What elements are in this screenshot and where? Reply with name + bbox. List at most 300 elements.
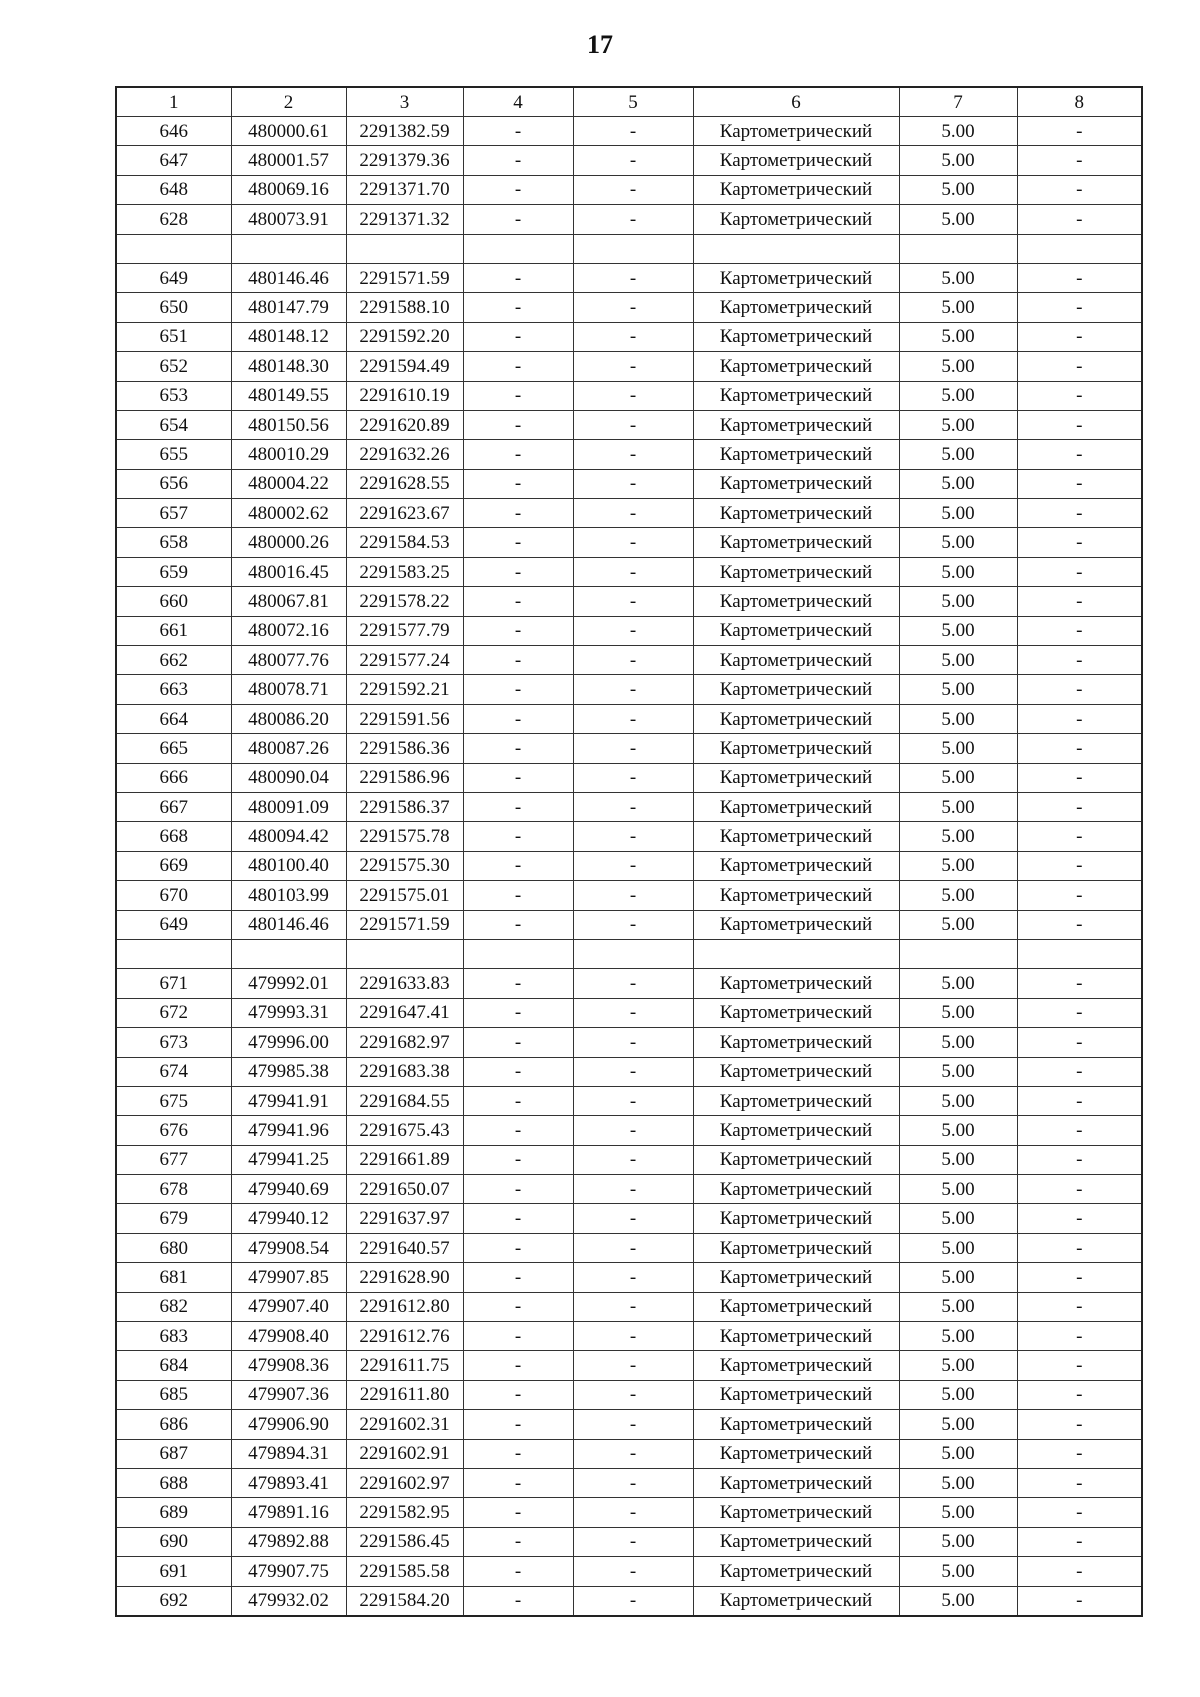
table-cell-col3: 2291628.90: [346, 1263, 463, 1292]
table-row: [116, 998, 1142, 1027]
table-row: [116, 469, 1142, 498]
table-cell-col5: -: [573, 1351, 693, 1380]
table-cell-col7: 5.00: [899, 792, 1017, 821]
table-cell-col2: 480073.91: [231, 205, 346, 234]
table-cell-col8: -: [1017, 557, 1142, 586]
table-cell-col5: -: [573, 499, 693, 528]
table-cell-col6: Картометрический: [693, 792, 899, 821]
table-cell-col7: 5.00: [899, 322, 1017, 351]
table-cell-col5: -: [573, 1527, 693, 1556]
table-cell-col3: 2291620.89: [346, 410, 463, 439]
table-cell-col6: Картометрический: [693, 1439, 899, 1468]
table-cell-col7: 5.00: [899, 117, 1017, 146]
table-cell-col3: 2291584.20: [346, 1586, 463, 1616]
table-cell-col8: -: [1017, 646, 1142, 675]
table-cell-col6: Картометрический: [693, 263, 899, 292]
table-cell-col5: -: [573, 322, 693, 351]
table-cell-col1: 681: [116, 1263, 231, 1292]
table-cell-col8: -: [1017, 822, 1142, 851]
table-cell-col8: -: [1017, 381, 1142, 410]
table-cell-col3: 2291571.59: [346, 910, 463, 939]
table-cell-col3: 2291578.22: [346, 587, 463, 616]
table-cell-col2: 479907.85: [231, 1263, 346, 1292]
table-cell-col7: 5.00: [899, 146, 1017, 175]
table-cell-col7: [899, 939, 1017, 968]
table-cell-col1: 666: [116, 763, 231, 792]
table-cell-col5: -: [573, 1468, 693, 1497]
table-cell-col1: 687: [116, 1439, 231, 1468]
table-cell-col3: 2291602.31: [346, 1410, 463, 1439]
table-cell-col6: Картометрический: [693, 293, 899, 322]
table-cell-col5: -: [573, 1057, 693, 1086]
table-cell-col4: -: [463, 146, 573, 175]
table-cell-col3: 2291592.20: [346, 322, 463, 351]
table-cell-col7: 5.00: [899, 1263, 1017, 1292]
table-cell-col2: 480087.26: [231, 734, 346, 763]
table-cell-col8: [1017, 939, 1142, 968]
table-cell-col3: 2291683.38: [346, 1057, 463, 1086]
column-header-7: 7: [899, 87, 1017, 117]
table-cell-col4: -: [463, 792, 573, 821]
table-cell-col4: -: [463, 998, 573, 1027]
table-cell-col6: [693, 939, 899, 968]
table-row: [116, 1292, 1142, 1321]
table-cell-col1: 659: [116, 557, 231, 586]
table-cell-col2: 480091.09: [231, 792, 346, 821]
table-row: [116, 381, 1142, 410]
table-cell-col4: -: [463, 293, 573, 322]
table-cell-col8: -: [1017, 1322, 1142, 1351]
table-row: [116, 1204, 1142, 1233]
table-cell-col4: -: [463, 205, 573, 234]
table-cell-col1: 651: [116, 322, 231, 351]
column-header-5: 5: [573, 87, 693, 117]
table-cell-col8: -: [1017, 1439, 1142, 1468]
table-cell-col1: 664: [116, 704, 231, 733]
table-cell-col6: Картометрический: [693, 1586, 899, 1616]
table-cell-col4: -: [463, 910, 573, 939]
table-body: [116, 117, 1142, 1616]
table-cell-col1: 657: [116, 499, 231, 528]
table-cell-col4: -: [463, 1380, 573, 1409]
table-cell-col3: 2291640.57: [346, 1233, 463, 1262]
table-cell-col8: -: [1017, 734, 1142, 763]
table-cell-col5: -: [573, 1410, 693, 1439]
table-cell-col1: 674: [116, 1057, 231, 1086]
table-cell-col3: 2291612.80: [346, 1292, 463, 1321]
table-cell-col6: Картометрический: [693, 205, 899, 234]
table-cell-col7: 5.00: [899, 910, 1017, 939]
table-cell-col6: Картометрический: [693, 117, 899, 146]
table-cell-col6: Картометрический: [693, 646, 899, 675]
table-cell-col5: -: [573, 146, 693, 175]
table-cell-col2: 480069.16: [231, 175, 346, 204]
table-cell-col7: 5.00: [899, 1380, 1017, 1409]
table-cell-col4: -: [463, 117, 573, 146]
table-cell-col1: 673: [116, 1028, 231, 1057]
table-cell-col3: 2291623.67: [346, 499, 463, 528]
table-row: [116, 293, 1142, 322]
table-cell-col4: -: [463, 381, 573, 410]
table-cell-col8: -: [1017, 763, 1142, 792]
table-cell-col4: [463, 939, 573, 968]
table-cell-col1: 654: [116, 410, 231, 439]
table-cell-col3: 2291602.97: [346, 1468, 463, 1497]
table-cell-col2: 480086.20: [231, 704, 346, 733]
table-cell-col6: Картометрический: [693, 499, 899, 528]
table-cell-col6: Картометрический: [693, 1145, 899, 1174]
table-row: [116, 1351, 1142, 1380]
table-cell-col7: 5.00: [899, 1057, 1017, 1086]
table-cell-col2: 479941.96: [231, 1116, 346, 1145]
table-cell-col8: -: [1017, 969, 1142, 998]
table-cell-col4: -: [463, 440, 573, 469]
table-cell-col5: -: [573, 792, 693, 821]
table-cell-col5: [573, 234, 693, 263]
table-cell-col2: 480010.29: [231, 440, 346, 469]
table-cell-col4: -: [463, 263, 573, 292]
table-cell-col2: 479907.36: [231, 1380, 346, 1409]
table-cell-col4: -: [463, 469, 573, 498]
table-cell-col6: Картометрический: [693, 557, 899, 586]
table-cell-col7: 5.00: [899, 646, 1017, 675]
table-cell-col5: -: [573, 851, 693, 880]
table-cell-col6: Картометрический: [693, 822, 899, 851]
table-cell-col3: 2291586.45: [346, 1527, 463, 1556]
table-cell-col8: -: [1017, 792, 1142, 821]
table-cell-col1: [116, 939, 231, 968]
table-cell-col8: -: [1017, 616, 1142, 645]
table-cell-col6: Картометрический: [693, 528, 899, 557]
table-row: [116, 440, 1142, 469]
table-cell-col5: -: [573, 1028, 693, 1057]
table-cell-col7: 5.00: [899, 469, 1017, 498]
table-cell-col6: Картометрический: [693, 998, 899, 1027]
table-cell-col6: Картометрический: [693, 616, 899, 645]
table-cell-col2: 479996.00: [231, 1028, 346, 1057]
table-row: [116, 1586, 1142, 1616]
table-row: [116, 616, 1142, 645]
table-cell-col5: -: [573, 557, 693, 586]
table-cell-col2: 479907.75: [231, 1557, 346, 1586]
table-cell-col1: 656: [116, 469, 231, 498]
table-cell-col1: 660: [116, 587, 231, 616]
table-row: [116, 822, 1142, 851]
table-cell-col7: 5.00: [899, 1175, 1017, 1204]
table-cell-col8: -: [1017, 1116, 1142, 1145]
table-cell-col8: -: [1017, 528, 1142, 557]
table-cell-col7: 5.00: [899, 1292, 1017, 1321]
table-cell-col3: 2291684.55: [346, 1086, 463, 1115]
table-cell-col8: -: [1017, 851, 1142, 880]
table-cell-col7: 5.00: [899, 1586, 1017, 1616]
table-cell-col5: -: [573, 1233, 693, 1262]
table-cell-col2: 479907.40: [231, 1292, 346, 1321]
table-row: [116, 1233, 1142, 1262]
table-cell-col7: 5.00: [899, 998, 1017, 1027]
table-cell-col6: Картометрический: [693, 1028, 899, 1057]
table-cell-col5: -: [573, 410, 693, 439]
table-cell-col5: -: [573, 117, 693, 146]
table-cell-col6: Картометрический: [693, 146, 899, 175]
table-cell-col7: 5.00: [899, 440, 1017, 469]
table-cell-col1: 647: [116, 146, 231, 175]
table-cell-col6: Картометрический: [693, 1322, 899, 1351]
table-cell-col7: 5.00: [899, 528, 1017, 557]
table-row: [116, 410, 1142, 439]
table-row: [116, 557, 1142, 586]
table-cell-col7: 5.00: [899, 851, 1017, 880]
table-cell-col8: -: [1017, 1145, 1142, 1174]
table-cell-col1: 671: [116, 969, 231, 998]
table-cell-col3: 2291602.91: [346, 1439, 463, 1468]
table-cell-col5: -: [573, 881, 693, 910]
table-cell-col7: 5.00: [899, 352, 1017, 381]
table-cell-col2: 479985.38: [231, 1057, 346, 1086]
column-header-2: 2: [231, 87, 346, 117]
table-cell-col1: 653: [116, 381, 231, 410]
table-cell-col7: 5.00: [899, 1439, 1017, 1468]
table-cell-col4: -: [463, 646, 573, 675]
table-cell-col1: 680: [116, 1233, 231, 1262]
table-row: [116, 1557, 1142, 1586]
table-cell-col3: 2291592.21: [346, 675, 463, 704]
table-cell-col3: 2291637.97: [346, 1204, 463, 1233]
table-cell-col4: -: [463, 587, 573, 616]
table-cell-col3: 2291633.83: [346, 969, 463, 998]
table-cell-col7: 5.00: [899, 1028, 1017, 1057]
table-row: [116, 1498, 1142, 1527]
table-row: [116, 704, 1142, 733]
table-cell-col2: 480000.61: [231, 117, 346, 146]
table-cell-col6: Картометрический: [693, 969, 899, 998]
table-cell-col2: 479892.88: [231, 1527, 346, 1556]
table-cell-col4: -: [463, 881, 573, 910]
table-cell-col4: -: [463, 1233, 573, 1262]
table-cell-col1: 670: [116, 881, 231, 910]
table-row: [116, 1410, 1142, 1439]
table-row: [116, 1057, 1142, 1086]
table-cell-col6: Картометрический: [693, 1233, 899, 1262]
table-cell-col7: 5.00: [899, 1557, 1017, 1586]
table-cell-col1: 686: [116, 1410, 231, 1439]
table-cell-col2: 479908.54: [231, 1233, 346, 1262]
table-cell-col2: 479908.40: [231, 1322, 346, 1351]
table-cell-col7: 5.00: [899, 763, 1017, 792]
table-cell-col3: 2291586.37: [346, 792, 463, 821]
table-row: [116, 1439, 1142, 1468]
table-cell-col2: 479992.01: [231, 969, 346, 998]
table-cell-col3: 2291583.25: [346, 557, 463, 586]
table-cell-col3: 2291571.59: [346, 263, 463, 292]
coordinates-table: [115, 86, 1143, 1617]
table-cell-col6: Картометрический: [693, 910, 899, 939]
table-cell-col4: -: [463, 1439, 573, 1468]
table-cell-col3: 2291628.55: [346, 469, 463, 498]
table-cell-col3: 2291682.97: [346, 1028, 463, 1057]
table-cell-col8: -: [1017, 293, 1142, 322]
table-cell-col5: -: [573, 969, 693, 998]
table-row: [116, 146, 1142, 175]
table-cell-col6: Картометрический: [693, 381, 899, 410]
table-cell-col6: Картометрический: [693, 440, 899, 469]
table-cell-col8: -: [1017, 1204, 1142, 1233]
table-cell-col5: -: [573, 293, 693, 322]
table-cell-col1: 658: [116, 528, 231, 557]
table-cell-col4: -: [463, 410, 573, 439]
table-cell-col2: 479941.25: [231, 1145, 346, 1174]
table-cell-col3: 2291577.24: [346, 646, 463, 675]
table-cell-col8: -: [1017, 175, 1142, 204]
table-cell-col4: -: [463, 1175, 573, 1204]
table-cell-col5: -: [573, 1204, 693, 1233]
table-row: [116, 205, 1142, 234]
table-row: [116, 1145, 1142, 1174]
table-cell-col1: 662: [116, 646, 231, 675]
table-cell-col6: Картометрический: [693, 352, 899, 381]
table-cell-col3: 2291591.56: [346, 704, 463, 733]
table-cell-col6: Картометрический: [693, 1086, 899, 1115]
table-cell-col5: -: [573, 998, 693, 1027]
table-cell-col1: 683: [116, 1322, 231, 1351]
table-cell-col7: 5.00: [899, 1498, 1017, 1527]
table-cell-col4: -: [463, 734, 573, 763]
table-cell-col8: -: [1017, 1410, 1142, 1439]
table-cell-col1: 677: [116, 1145, 231, 1174]
table-cell-col8: -: [1017, 352, 1142, 381]
table-cell-col6: Картометрический: [693, 410, 899, 439]
table-cell-col4: -: [463, 1527, 573, 1556]
column-header-6: 6: [693, 87, 899, 117]
table-row: [116, 528, 1142, 557]
table-cell-col7: 5.00: [899, 1351, 1017, 1380]
table-cell-col3: 2291586.96: [346, 763, 463, 792]
table-cell-col7: 5.00: [899, 293, 1017, 322]
table-cell-col8: -: [1017, 675, 1142, 704]
table-cell-col8: -: [1017, 998, 1142, 1027]
table-cell-col3: 2291585.58: [346, 1557, 463, 1586]
table-cell-col6: Картометрический: [693, 1204, 899, 1233]
table-cell-col6: Картометрический: [693, 851, 899, 880]
table-cell-col5: -: [573, 587, 693, 616]
table-cell-col3: 2291647.41: [346, 998, 463, 1027]
table-cell-col7: 5.00: [899, 734, 1017, 763]
table-cell-col2: 480148.30: [231, 352, 346, 381]
table-cell-col8: -: [1017, 1586, 1142, 1616]
table-cell-col4: [463, 234, 573, 263]
table-cell-col2: 479891.16: [231, 1498, 346, 1527]
table-cell-col3: 2291586.36: [346, 734, 463, 763]
table-cell-col4: -: [463, 1557, 573, 1586]
table-cell-col7: 5.00: [899, 1322, 1017, 1351]
table-cell-col1: 663: [116, 675, 231, 704]
table-cell-col6: Картометрический: [693, 1380, 899, 1409]
table-cell-col3: 2291382.59: [346, 117, 463, 146]
table-cell-col7: 5.00: [899, 499, 1017, 528]
table-row: [116, 1263, 1142, 1292]
table-cell-col1: 646: [116, 117, 231, 146]
column-header-8: 8: [1017, 87, 1142, 117]
table-cell-col2: 480016.45: [231, 557, 346, 586]
table-cell-col3: 2291611.75: [346, 1351, 463, 1380]
table-cell-col7: 5.00: [899, 822, 1017, 851]
table-cell-col4: -: [463, 1204, 573, 1233]
table-cell-col8: -: [1017, 1028, 1142, 1057]
table-cell-col8: -: [1017, 1380, 1142, 1409]
table-cell-col8: -: [1017, 146, 1142, 175]
table-cell-col1: 665: [116, 734, 231, 763]
table-cell-col5: -: [573, 1263, 693, 1292]
table-cell-col5: -: [573, 469, 693, 498]
table-cell-col5: -: [573, 205, 693, 234]
table-cell-col3: 2291632.26: [346, 440, 463, 469]
table-cell-col8: -: [1017, 469, 1142, 498]
table-cell-col4: -: [463, 675, 573, 704]
table-cell-col5: -: [573, 1145, 693, 1174]
table-cell-col7: 5.00: [899, 1527, 1017, 1556]
table-cell-col4: -: [463, 1292, 573, 1321]
table-cell-col6: Картометрический: [693, 1468, 899, 1497]
table-cell-col5: -: [573, 616, 693, 645]
table-cell-col1: 685: [116, 1380, 231, 1409]
table-row: [116, 322, 1142, 351]
table-cell-col5: -: [573, 646, 693, 675]
table-cell-col3: 2291371.32: [346, 205, 463, 234]
table-cell-col6: Картометрический: [693, 1292, 899, 1321]
table-cell-col6: Картометрический: [693, 1410, 899, 1439]
table-cell-col3: [346, 234, 463, 263]
table-cell-col2: 480146.46: [231, 263, 346, 292]
table-cell-col4: -: [463, 1351, 573, 1380]
table-cell-col6: Картометрический: [693, 881, 899, 910]
table-cell-col8: -: [1017, 263, 1142, 292]
table-cell-col7: 5.00: [899, 1086, 1017, 1115]
table-row: [116, 175, 1142, 204]
table-cell-col1: 649: [116, 910, 231, 939]
table-cell-col2: [231, 939, 346, 968]
table-row: [116, 117, 1142, 146]
table-cell-col1: 649: [116, 263, 231, 292]
table-cell-col1: 652: [116, 352, 231, 381]
table-cell-col6: Картометрический: [693, 1116, 899, 1145]
table-cell-col4: -: [463, 616, 573, 645]
table-cell-col5: -: [573, 1380, 693, 1409]
table-cell-col7: 5.00: [899, 175, 1017, 204]
table-cell-col4: -: [463, 822, 573, 851]
table-cell-col1: 676: [116, 1116, 231, 1145]
page-number: 17: [587, 30, 613, 59]
table-cell-col1: 691: [116, 1557, 231, 1586]
table-cell-col6: Картометрический: [693, 1057, 899, 1086]
table-cell-col8: -: [1017, 704, 1142, 733]
table-cell-col4: -: [463, 322, 573, 351]
table-cell-col7: 5.00: [899, 1145, 1017, 1174]
table-cell-col7: 5.00: [899, 1116, 1017, 1145]
table-cell-col8: [1017, 234, 1142, 263]
table-row: [116, 1322, 1142, 1351]
table-cell-col6: Картометрический: [693, 1263, 899, 1292]
table-row: [116, 969, 1142, 998]
table-cell-col7: 5.00: [899, 616, 1017, 645]
table-cell-col2: 480090.04: [231, 763, 346, 792]
table-cell-col5: [573, 939, 693, 968]
table-row: [116, 734, 1142, 763]
table-row: [116, 881, 1142, 910]
table-row: [116, 792, 1142, 821]
table-cell-col1: 668: [116, 822, 231, 851]
table-cell-col7: 5.00: [899, 381, 1017, 410]
table-cell-col4: -: [463, 1410, 573, 1439]
